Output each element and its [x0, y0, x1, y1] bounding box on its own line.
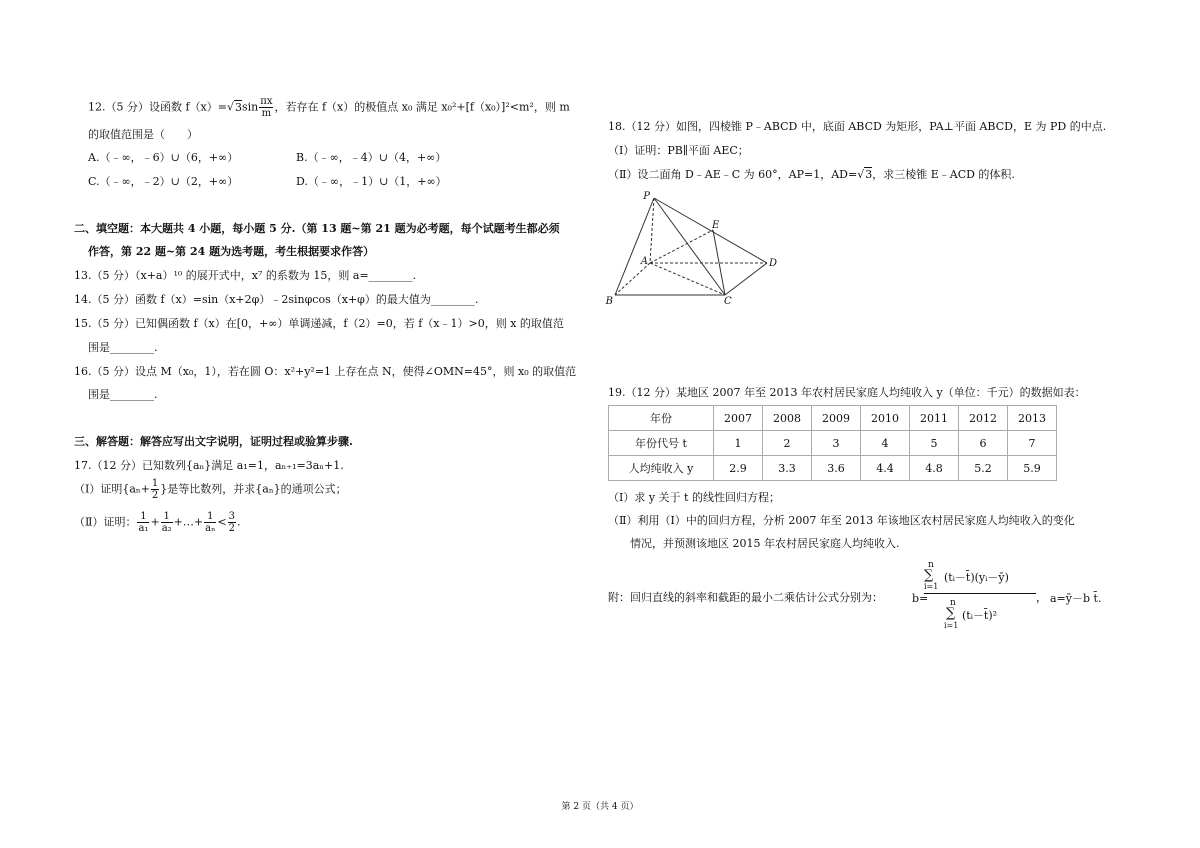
- q12-option-d: D.（﹣∞，﹣1）∪（1，+∞）: [296, 175, 447, 188]
- q12-root: 3: [235, 100, 242, 114]
- table-cell: 7: [1008, 431, 1057, 456]
- q17-term1: $\frac{1}{\text{a₁}}$: [138, 511, 149, 534]
- q18-part2: （Ⅱ）设二面角 D﹣AE﹣C 为 60°，AP=1，AD=√3，求三棱锥 E﹣ACD 的体积.: [608, 168, 1015, 181]
- table-cell: 5.2: [959, 456, 1008, 481]
- formula-denominator: (tᵢ－t̄)²: [962, 609, 998, 622]
- q17-part1: （Ⅰ）证明{aₙ+ $\frac{1}{2}$ }是等比数列，并求{aₙ}的通项公式；: [74, 478, 347, 501]
- section2-heading-line2: 作答，第 22 题~第 24 题为选考题，考生根据要求作答）: [88, 245, 375, 258]
- formula-comma: ，: [1036, 591, 1047, 604]
- denominator-sum-upper: n: [950, 598, 956, 608]
- q17-bound: $\frac{3}{2}$: [228, 511, 235, 534]
- q16-line2: 围是________.: [88, 388, 158, 401]
- edge-pc: [654, 198, 725, 295]
- q12-option-a: A.（﹣∞，﹣6）∪（6，+∞）: [88, 151, 239, 164]
- q15-line1: 15.（5 分）已知偶函数 f（x）在[0，+∞）单调递减，f（2）=0，若 f（x﹣1）>0，则 x 的取值范: [74, 317, 564, 330]
- table-cell: 2012: [959, 406, 1008, 431]
- numerator-sum-lower: i=1: [924, 582, 939, 591]
- formula-numerator: (tᵢ－t̄)(yᵢ－ȳ): [944, 571, 1009, 584]
- numerator-sum-upper: n: [928, 560, 934, 570]
- q12-option-b: B.（﹣∞，﹣4）∪（4，+∞）: [296, 151, 447, 164]
- q12-option-c: C.（﹣∞，﹣2）∪（2，+∞）: [88, 175, 239, 188]
- table-cell: 2.9: [714, 456, 763, 481]
- table-cell: 年份: [609, 406, 714, 431]
- q17-term2: $\frac{1}{\text{a₂}}$: [161, 511, 172, 534]
- q19-part2-line2: 情况，并预测该地区 2015 年农村居民家庭人均纯收入.: [630, 537, 900, 550]
- q12-stem-start: 12.（5 分）设函数 f（x）=: [88, 100, 227, 114]
- table-cell: 2008: [763, 406, 812, 431]
- q18-line1: 18.（12 分）如图，四棱锥 P﹣ABCD 中，底面 ABCD 为矩形，PA⊥平面 ABCD，E 为 PD 的中点.: [608, 120, 1107, 133]
- label-d: D: [769, 258, 778, 269]
- fraction-bar: [924, 593, 1036, 594]
- table-cell: 6: [959, 431, 1008, 456]
- table-cell: 5.9: [1008, 456, 1057, 481]
- table-cell: 2007: [714, 406, 763, 431]
- table-cell: 2009: [812, 406, 861, 431]
- label-p: P: [643, 191, 650, 202]
- q17-half-fraction: $\frac{1}{2}$: [151, 478, 159, 501]
- edge-ec: [713, 230, 725, 295]
- q17-line1: 17.（12 分）已知数列{aₙ}满足 a₁=1，aₙ₊₁=3aₙ+1.: [74, 459, 344, 472]
- appendix-text: 附：回归直线的斜率和截距的最小二乘估计公式分别为：: [608, 591, 883, 604]
- q18-part1: （Ⅰ）证明：PB∥平面 AEC；: [608, 144, 749, 157]
- table-row: [609, 456, 1057, 481]
- section2-heading-line1: 二、填空题：本大题共 4 小题，每小题 5 分.（第 13 题~第 21 题为必考题，每个试题考生都必须: [74, 222, 560, 235]
- pyramid-diagram: [600, 188, 800, 308]
- q17-term-n: $\frac{1}{\text{aₙ}}$: [205, 511, 216, 534]
- table-cell: 2: [763, 431, 812, 456]
- table-row: [609, 406, 1057, 431]
- table-row: [609, 431, 1057, 456]
- q14: 14.（5 分）函数 f（x）=sin（x+2φ）﹣2sinφcos（x+φ）的最大值为________.: [74, 293, 479, 306]
- table-cell: 2011: [910, 406, 959, 431]
- denominator-sum-lower: i=1: [944, 621, 959, 630]
- q12-stem-end: ，若存在 f（x）的极值点 x₀ 满足 x₀²+[f（x₀）]²<m²，则 m: [274, 100, 570, 114]
- table-cell: 年份代号 t: [609, 431, 714, 456]
- edge-pb: [615, 198, 654, 295]
- page-footer: 第 2 页（共 4 页）: [561, 802, 639, 812]
- table-cell: 1: [714, 431, 763, 456]
- q15-line2: 围是________.: [88, 341, 158, 354]
- table-cell: 3: [812, 431, 861, 456]
- q13: 13.（5 分）（x+a）¹⁰ 的展开式中，x⁷ 的系数为 15，则 a=________.: [74, 269, 417, 282]
- q12-line2: 的取值范围是（ ）: [88, 128, 198, 141]
- q19-part2-line1: （Ⅱ）利用（Ⅰ）中的回归方程，分析 2007 年至 2013 年该地区农村居民家庭人均纯收入的变化: [608, 514, 1075, 527]
- table-cell: 2010: [861, 406, 910, 431]
- label-b: B: [605, 296, 613, 307]
- table-cell: 人均纯收入 y: [609, 456, 714, 481]
- table-cell: 5: [910, 431, 959, 456]
- edge-pd: [654, 198, 767, 263]
- q12-line1: [88, 96, 570, 119]
- q12-fraction: $\frac{\pi x}{m}$: [260, 96, 273, 119]
- table-cell: 3.3: [763, 456, 812, 481]
- a-hat-formula: a=ȳ－b t̄.: [1050, 592, 1102, 605]
- label-e: E: [712, 220, 720, 231]
- table-cell: 3.6: [812, 456, 861, 481]
- q19-line1: 19.（12 分）某地区 2007 年至 2013 年农村居民家庭人均纯收入 y（单位：千元）的数据如表：: [608, 386, 1086, 399]
- edge-cd: [725, 263, 767, 295]
- income-table: [608, 405, 1057, 481]
- denominator-sum-symbol: ∑: [946, 606, 956, 621]
- section3-heading: 三、解答题：解答应写出文字说明，证明过程或验算步骤.: [74, 435, 353, 448]
- q16-line1: 16.（5 分）设点 M（x₀，1），若在圆 O：x²+y²=1 上存在点 N，使得∠OMN=45°，则 x₀ 的取值范: [74, 365, 577, 378]
- sqrt-symbol: √: [226, 100, 234, 114]
- numerator-sum-symbol: ∑: [924, 568, 934, 583]
- edge-ab: [615, 263, 650, 295]
- table-cell: 4.8: [910, 456, 959, 481]
- b-hat-formula-label: b=: [912, 592, 929, 605]
- label-c: C: [724, 296, 732, 307]
- sqrt-symbol: √: [857, 168, 865, 181]
- table-cell: 4.4: [861, 456, 910, 481]
- q19-part1: （Ⅰ）求 y 关于 t 的线性回归方程；: [608, 491, 780, 504]
- table-cell: 4: [861, 431, 910, 456]
- q17-part2: （Ⅱ）证明： $\frac{1}{\text{a₁}}$ + $\frac{1}{\text{a₂}}$ +…+ $\frac{1}{\text{aₙ}}$ < $\frac{3}{2}$ .: [74, 511, 241, 534]
- label-a: A: [640, 256, 648, 267]
- table-cell: 2013: [1008, 406, 1057, 431]
- q12-sin: sin: [242, 100, 259, 114]
